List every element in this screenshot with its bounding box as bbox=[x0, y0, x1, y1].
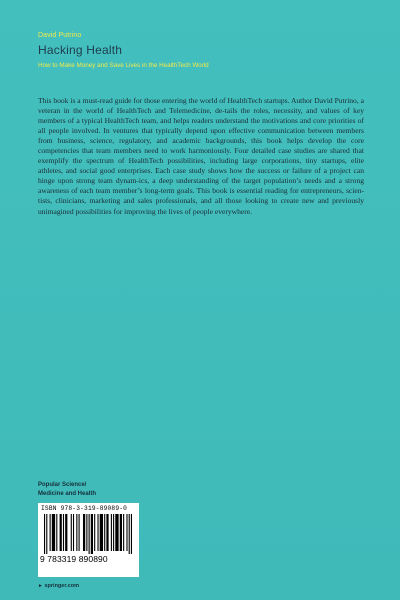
category-line-2: Medicine and Health bbox=[38, 491, 97, 497]
barcode-bar bbox=[113, 514, 114, 551]
barcode-bar bbox=[60, 514, 62, 551]
barcode-bar bbox=[123, 514, 124, 551]
barcode-bar bbox=[79, 514, 80, 551]
book-subtitle: How to Make Money and Save Lives in the HealthTech World bbox=[38, 62, 209, 69]
author-name: David Putrino bbox=[38, 32, 82, 39]
barcode-bar bbox=[100, 514, 103, 551]
barcode-bar bbox=[111, 514, 112, 551]
category-label bbox=[38, 481, 96, 499]
publisher-url-text: springer.com bbox=[44, 583, 80, 589]
barcode-bar bbox=[65, 514, 67, 551]
barcode-bar bbox=[86, 514, 87, 551]
barcode-bar bbox=[50, 514, 51, 551]
barcode-bar bbox=[120, 514, 122, 551]
barcode-bar bbox=[126, 514, 127, 551]
publisher-url bbox=[38, 583, 79, 589]
category-line-1: Popular Science/ bbox=[38, 482, 87, 488]
barcode-bar bbox=[106, 514, 108, 551]
book-description: This book is a must-read guide for those entering the world of HealthTech startups. Author David Putrino, a veteran in the world of HealthTech and Telemedicine, de-tails the roles, necessity, and values of key members of a typical HealthTech team, and helps readers understand the motivations and core priorities of all people involved. In ventures that typically depend upon effective communication between members from business, science, regulatory, and academic backgrounds, this book helps develop the core competencies that team members need to work harmoniously. Four detailed case studies are shared that exemplify the spectrum of HealthTech possibilities, including large corporations, tiny startups, elite athletes, and social good enterprises. Each case study shows how the success or failure of a project can hinge upon strong team dynam-ics, a deep understanding of the target population’s needs and a strong awareness of each team member’s long-term goals. This book is essential reading for entrepreneurs, scien-tists, clinicians, marketing and sales professionals, and all those looking to create new and previously unimagined possibilities for improving the lives of people everywhere. bbox=[38, 96, 364, 216]
barcode-bar bbox=[46, 514, 47, 554]
barcode-graphic bbox=[44, 514, 134, 554]
barcode-bar bbox=[83, 514, 85, 551]
barcode-bar bbox=[63, 514, 64, 551]
arrow-icon: ► bbox=[38, 583, 43, 589]
isbn-barcode bbox=[38, 503, 139, 577]
book-title: Hacking Health bbox=[38, 43, 123, 57]
barcode-bar bbox=[44, 514, 45, 554]
barcode-bar bbox=[104, 514, 105, 551]
barcode-bar bbox=[115, 514, 118, 551]
barcode-bar bbox=[97, 514, 98, 551]
barcode-bar bbox=[56, 514, 57, 551]
barcode-bar bbox=[73, 514, 74, 551]
barcode-bar bbox=[71, 514, 72, 551]
isbn-label: ISBN 978-3-319-89089-0 bbox=[41, 505, 128, 512]
barcode-number: 9 783319 890890 bbox=[40, 554, 108, 564]
barcode-bar bbox=[94, 514, 95, 551]
barcode-bar bbox=[129, 514, 130, 554]
barcode-bar bbox=[89, 514, 90, 554]
barcode-bar bbox=[52, 514, 55, 551]
barcode-bar bbox=[76, 514, 77, 551]
barcode-bar bbox=[91, 514, 93, 554]
barcode-bar bbox=[131, 514, 132, 554]
